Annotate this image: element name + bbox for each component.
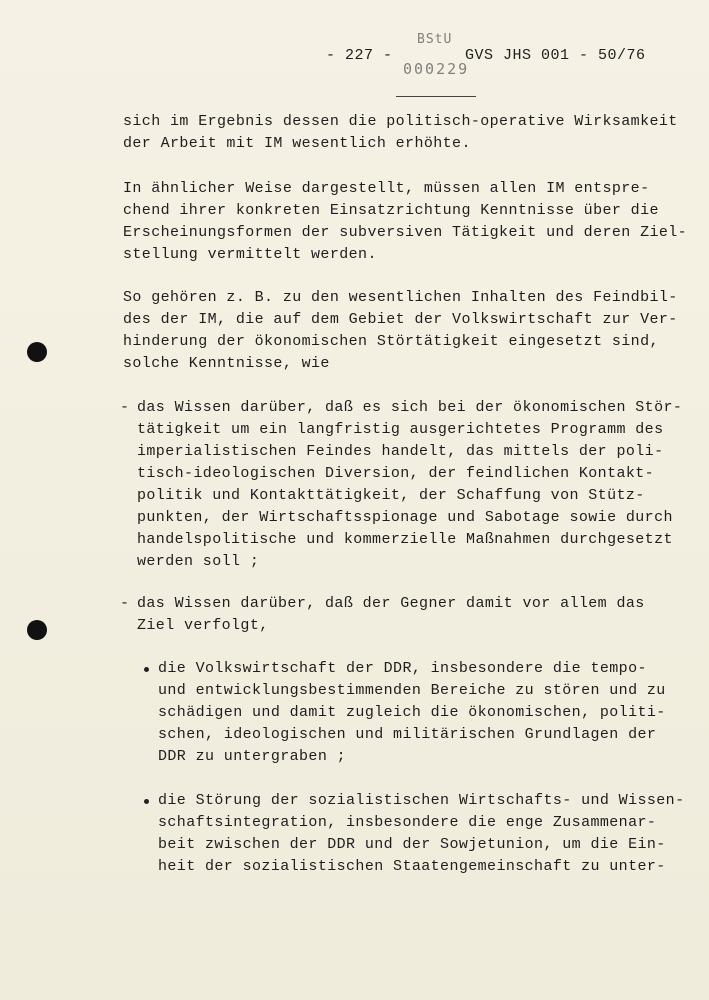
dash-item-1-line-6: punkten, der Wirtschaftsspionage und Sabotage sowie durch — [137, 509, 673, 526]
paragraph-1-line-1: sich im Ergebnis dessen die politisch-operative Wirksamkeit — [123, 113, 678, 130]
paragraph-1-line-2: der Arbeit mit IM wesentlich erhöhte. — [123, 135, 471, 152]
bullet-item-1-line-5: DDR zu untergraben ; — [158, 748, 347, 765]
punch-hole-top — [27, 342, 47, 362]
paragraph-2-line-2: chend ihrer konkreten Einsatzrichtung Kenntnisse über die — [123, 202, 659, 219]
bullet-item-1-line-4: schen, ideologischen und militärischen Grundlagen der — [158, 726, 657, 743]
dash-item-1-line-1: das Wissen darüber, daß es sich bei der ökonomischen Stör- — [137, 399, 683, 416]
bullet-item-1-line-1: die Volkswirtschaft der DDR, insbesondere die tempo- — [158, 660, 647, 677]
paragraph-3-line-1: So gehören z. B. zu den wesentlichen Inhalten des Feindbil- — [123, 289, 678, 306]
document-reference: GVS JHS 001 - 50/76 — [465, 47, 646, 64]
dash-item-1-line-8: werden soll ; — [137, 553, 260, 570]
dash-item-2-line-1: das Wissen darüber, daß der Gegner damit vor allem das — [137, 595, 645, 612]
bullet-item-1-line-2: und entwicklungsbestimmenden Bereiche zu stören und zu — [158, 682, 666, 699]
dash-item-1-line-7: handelspolitische und kommerzielle Maßnahmen durchgesetzt — [137, 531, 673, 548]
dash-marker-2: - — [120, 595, 130, 612]
header-underline — [396, 96, 476, 97]
dash-item-1-line-2: tätigkeit um ein langfristig ausgerichtetes Programm des — [137, 421, 664, 438]
punch-hole-bottom — [27, 620, 47, 640]
bullet-dot-2 — [144, 799, 149, 804]
bullet-item-2-line-1: die Störung der sozialistischen Wirtschafts- und Wissen- — [158, 792, 685, 809]
dash-marker-1: - — [120, 399, 130, 416]
bullet-dot-1 — [144, 667, 149, 672]
dash-item-1-line-5: politik und Kontakttätigkeit, der Schaffung von Stütz- — [137, 487, 645, 504]
paragraph-3-line-2: des der IM, die auf dem Gebiet der Volkswirtschaft zur Ver- — [123, 311, 678, 328]
archive-stamp: BStU — [417, 32, 453, 47]
dash-item-1-line-3: imperialistischen Feindes handelt, das mittels der poli- — [137, 443, 664, 460]
paragraph-2-line-3: Erscheinungsformen der subversiven Tätigkeit und deren Ziel- — [123, 224, 688, 241]
bullet-item-2-line-4: heit der sozialistischen Staatengemeinschaft zu unter- — [158, 858, 666, 875]
bullet-item-2-line-3: beit zwischen der DDR und der Sowjetunion, um die Ein- — [158, 836, 666, 853]
archive-stamp-number: 000229 — [403, 60, 470, 78]
paragraph-3-line-4: solche Kenntnisse, wie — [123, 355, 330, 372]
dash-item-1-line-4: tisch-ideologischen Diversion, der feindlichen Kontakt- — [137, 465, 655, 482]
paragraph-3-line-3: hinderung der ökonomischen Störtätigkeit eingesetzt sind, — [123, 333, 659, 350]
page-number: - 227 - — [326, 47, 393, 64]
paragraph-2-line-1: In ähnlicher Weise dargestellt, müssen allen IM entspre- — [123, 180, 650, 197]
bullet-item-1-line-3: schädigen und damit zugleich die ökonomischen, politi- — [158, 704, 666, 721]
dash-item-2-line-2: Ziel verfolgt, — [137, 617, 269, 634]
paragraph-2-line-4: stellung vermittelt werden. — [123, 246, 377, 263]
bullet-item-2-line-2: schaftsintegration, insbesondere die enge Zusammenar- — [158, 814, 657, 831]
